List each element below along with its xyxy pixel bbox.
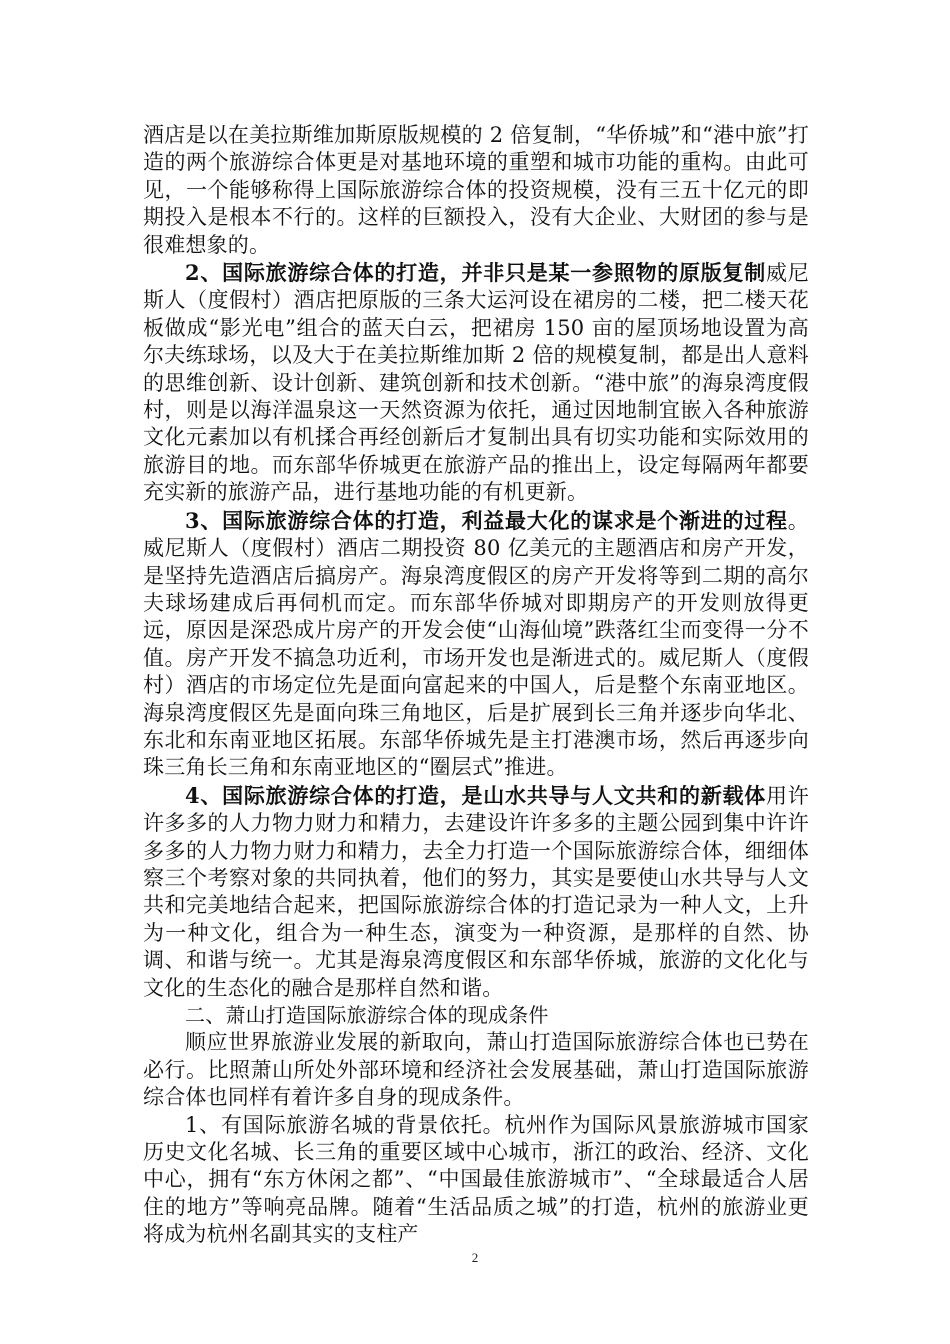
subheading-3: 3、国际旅游综合体的打造，利益最大化的谋求是个渐进的过程 [185, 507, 788, 533]
paragraph-4: 4、国际旅游综合体的打造，是山水共导与人文共和的新载体用许许多多的人力物力财力和精力，去建设许许多多的主题公园到集中许许多多的人力物力财力和精力，去全力打造一个国际旅游综合体，细细体察三个考察对象的共同执着，他们的努力，其实是要使山水共导与人文共和完美地结合起来，把国际旅游综合体的打造记录为一种人文，上升为一种文化，组合为一种生态，演变为一种资源，是那样的自然、协调、和谐与统一。尤其是海泉湾度假区和东部华侨城，旅游的文化化与文化的生态化的融合是那样自然和谐。 [143, 782, 809, 1000]
paragraph-3: 3、国际旅游综合体的打造，利益最大化的谋求是个渐进的过程。威尼斯人（度假村）酒店二期投资 80 亿美元的主题酒店和房产开发，是坚持先造酒店后搞房产。海泉湾度假区的房产开发将等到二期的高尔夫球场建成后再伺机而定。而东部华侨城对即期房产的开发则放得更远，原因是深恐成片房产的开发会使“山海仙境”跌落红尘而变得一分不值。房产开发不搞急功近利，市场开发也是渐进式的。威尼斯人（度假村）酒店的市场定位先是面向富起来的中国人，后是整个东南亚地区。海泉湾度假区先是面向珠三角地区，后是扩展到长三角并逐步向华北、东北和东南亚地区拓展。东部华侨城先是主打港澳市场，然后再逐步向珠三角长三角和东南亚地区的“圈层式”推进。 [143, 507, 809, 780]
paragraph-6: 1、有国际旅游名城的背景依托。杭州作为国际风景旅游城市国家历史文化名城、长三角的重要区域中心城市，浙江的政治、经济、文化中心，拥有“东方休闲之都”、“中国最佳旅游城市”、“全球最适合人居住的地方”等响亮品牌。随着“生活品质之城”的打造，杭州的旅游业更将成为杭州名副其实的支柱产 [143, 1112, 809, 1247]
body-text [143, 122, 809, 1249]
paragraph-2: 2、国际旅游综合体的打造，并非只是某一参照物的原版复制威尼斯人（度假村）酒店把原版的三条大运河设在裙房的二楼，把二楼天花板做成“影光电”组合的蓝天白云，把裙房 150 亩的屋顶场地设置为高尔夫练球场，以及大于在美拉斯维加斯 2 倍的规模复制，都是出人意料的思维创新、设计创新、建筑创新和技术创新。“港中旅”的海泉湾度假村，则是以海洋温泉这一天然资源为依托，通过因地制宜嵌入各种旅游文化元素加以有机揉合再经创新后才复制出具有切实功能和实际效用的旅游目的地。而东部华侨城更在旅游产品的推出上，设定每隔两年都要充实新的旅游产品，进行基地功能的有机更新。 [143, 260, 809, 505]
page-number: 2 [471, 1250, 479, 1265]
subheading-2: 2、国际旅游综合体的打造，并非只是某一参照物的原版复制 [185, 260, 767, 286]
subheading-4: 4、国际旅游综合体的打造，是山水共导与人文共和的新载体 [185, 782, 767, 808]
paragraph-5: 顺应世界旅游业发展的新取向，萧山打造国际旅游综合体也已势在必行。比照萧山所处外部环境和经济社会发展基础，萧山打造国际旅游综合体也同样有着许多自身的现成条件。 [143, 1030, 809, 1110]
paragraph-1: 酒店是以在美拉斯维加斯原版规模的 2 倍复制，“华侨城”和“港中旅”打造的两个旅游综合体更是对基地环境的重塑和城市功能的重构。由此可见，一个能够称得上国际旅游综合体的投资规模，没有三五十亿元的即期投入是根本不行的。这样的巨额投入，没有大企业、大财团的参与是很难想象的。 [143, 123, 809, 257]
section-heading: 二、萧山打造国际旅游综合体的现成条件 [185, 1003, 549, 1027]
